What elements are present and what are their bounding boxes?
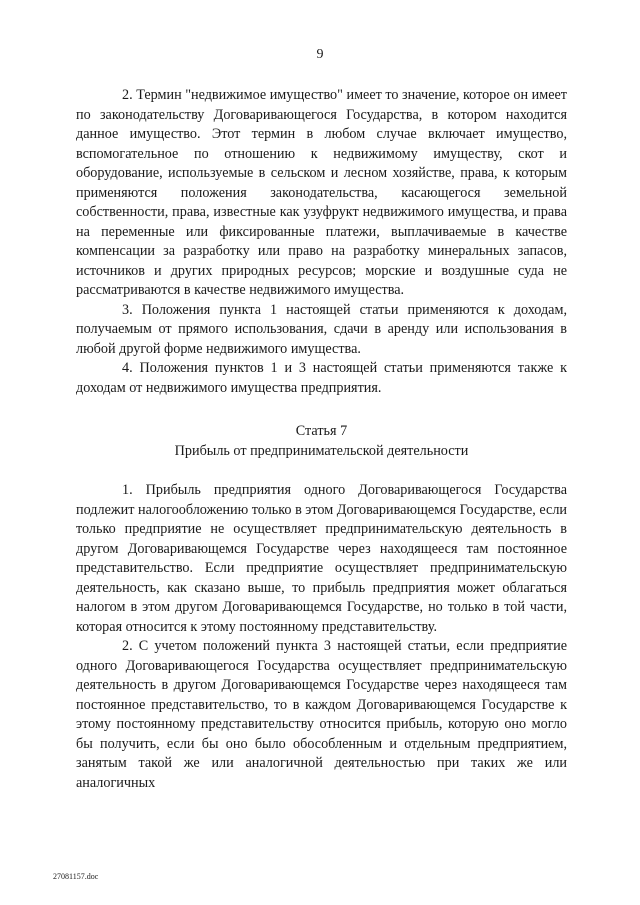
- paragraph: 2. Термин "недвижимое имущество" имеет то значение, которое он имеет по законодательству Договаривающегося Государства, в котором находится данное имущество. Этот термин в любом случае включает имущество, вспомогательное по отношению к недвижимому имуществу, скот и оборудование, используемые в сельском и лесном хозяйстве, права, к которым применяются положения законодательства, касающегося земельной собственности, права, известные как узуфрукт недвижимого имущества, и права на переменные или фиксированные платежи, выплачиваемые в качестве компенсации за разработку или право на разработку минеральных запасов, источников и других природных ресурсов; морские и воздушные суда не рассматриваются в качестве недвижимого имущества.: [76, 87, 567, 298]
- article-title: Прибыль от предпринимательской деятельности: [174, 442, 469, 459]
- page-number: 9: [316, 47, 324, 62]
- paragraph: 4. Положения пунктов 1 и 3 настоящей статьи применяются также к доходам от недвижимого имущества предприятия.: [76, 360, 567, 396]
- document-body: [76, 86, 567, 793]
- footer-filename: 27081157.doc: [53, 872, 99, 881]
- article-number: Статья 7: [295, 423, 348, 439]
- paragraph: 1. Прибыль предприятия одного Договаривающегося Государства подлежит налогообложению только в этом Договаривающемся Государстве, если только предприятие не осуществляет предпринимательскую деятельность в другом Договаривающемся Государстве через находящееся там постоянное представительство. Если предприятие осуществляет предпринимательскую деятельность, как сказано выше, то прибыль предприятия может облагаться налогом в этом другом Договаривающемся Государстве, но только в той части, которая относится к этому постоянному представительству.: [76, 482, 568, 635]
- article-heading: [76, 422, 567, 461]
- paragraph: 3. Положения пункта 1 настоящей статьи применяются к доходам, получаемым от прямого использования, сдачи в аренду или использования в любой другой форме недвижимого имущества.: [76, 301, 567, 357]
- paragraph: 2. С учетом положений пункта 3 настоящей статьи, если предприятие одного Договаривающегося Государства осуществляет предпринимательскую деятельность в другом Договаривающемся Государстве через находящееся там постоянное представительство, то в каждом Договаривающемся Государстве к этому постоянному представительству относится прибыль, которую оно могло бы получить, если бы оно было обособленным и отдельным предприятием, занятым такой же или аналогичной деятельностью при таких же или аналогичных: [76, 638, 567, 791]
